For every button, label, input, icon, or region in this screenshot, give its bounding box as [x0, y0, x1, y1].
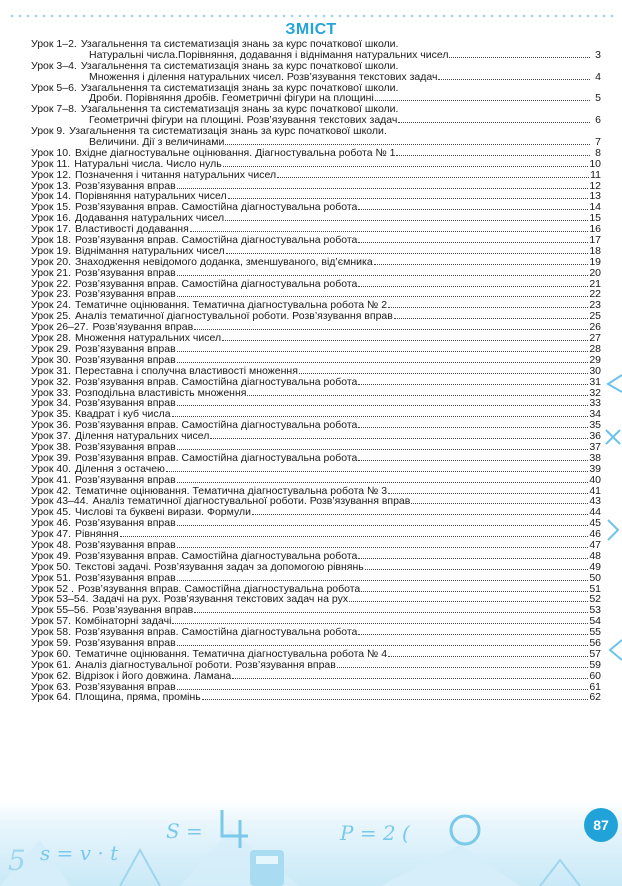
leader-dots [365, 562, 589, 570]
lesson-title: Числові та буквені вирази. Формули [75, 506, 251, 519]
page-ref: 11 [590, 168, 601, 181]
leader-dots [120, 529, 589, 537]
lesson-title: Дроби. Порівняння дробів. Геометричні фігури на площині [89, 92, 374, 105]
lesson-title: Відрізок і його довжина. Ламана [75, 669, 232, 682]
leader-dots [358, 377, 588, 385]
leader-dots [172, 616, 588, 624]
lesson-label: Урок 11. [31, 157, 71, 170]
page-ref: 3 [595, 48, 601, 61]
lesson-title: Аналіз тематичної діагностувальної роботи. Розв’язування вправ [92, 495, 411, 508]
leader-dots [190, 224, 589, 232]
lesson-label: Урок 63. [31, 680, 71, 693]
leader-dots [172, 409, 589, 417]
leader-dots [349, 594, 588, 602]
leader-dots [177, 573, 589, 581]
lesson-label: Урок 43–44. [31, 495, 89, 508]
toc-entry [31, 268, 601, 279]
leader-dots [223, 159, 589, 167]
lesson-label: Урок 23. [31, 288, 71, 301]
lesson-title: Порівняння натуральних чисел [75, 190, 227, 203]
page-ref: 6 [595, 114, 601, 127]
lesson-label: Урок 40. [31, 462, 71, 475]
lesson-label: Урок 16. [31, 212, 71, 225]
leader-dots [398, 115, 590, 123]
lesson-title: Віднімання натуральних чисел [75, 244, 225, 257]
lesson-title: Розв’язування вправ. Самостійна діагностувальна робота [75, 201, 358, 214]
page-ref: 48 [589, 549, 601, 562]
page-ref: 55 [589, 626, 601, 639]
lesson-label: Урок 1–2. [31, 38, 77, 50]
leader-dots [299, 366, 588, 374]
page-ref: 25 [589, 310, 601, 323]
leader-dots [177, 355, 589, 363]
lesson-label: Урок 41. [31, 473, 71, 486]
leader-dots [388, 649, 588, 657]
lesson-label: Урок 25. [31, 310, 71, 323]
lesson-label: Урок 18. [31, 234, 71, 247]
page-ref: 16 [589, 223, 601, 236]
leader-dots [358, 202, 588, 210]
lesson-title: Аналіз тематичної діагностувальної роботи. Розв’язування вправ [75, 310, 393, 323]
page-ref: 37 [589, 440, 601, 453]
leader-dots [374, 257, 589, 265]
lesson-label: Урок 37. [31, 430, 71, 443]
lesson-title: Розв’язування вправ [92, 604, 194, 617]
lesson-title: Натуральні числа. Число нуль [74, 157, 222, 170]
page-ref: 38 [589, 451, 601, 464]
leader-dots [177, 398, 589, 406]
leader-dots [277, 170, 589, 178]
lesson-title: Рівняння [75, 528, 119, 541]
lesson-title: Розв’язування вправ [75, 179, 176, 192]
leader-dots [411, 496, 588, 504]
lesson-label: Урок 61. [31, 658, 71, 671]
lesson-label: Урок 3–4. [31, 59, 77, 72]
lesson-title: Розв’язування вправ. Самостійна діагностувальна робота [77, 582, 361, 595]
lesson-label: Урок 29. [31, 342, 71, 355]
page-ref: 8 [595, 146, 601, 159]
lesson-title: Площина, пряма, промінь [75, 691, 201, 704]
lesson-title: Розв’язування вправ [75, 440, 176, 453]
lesson-label: Урок 58. [31, 626, 71, 639]
lesson-title: Розв’язування вправ [75, 636, 176, 649]
lesson-title: Додавання натуральних чисел [75, 212, 225, 225]
toc-entry [31, 692, 601, 703]
lesson-label: Урок 46. [31, 517, 71, 530]
lesson-label: Урок 7–8. [31, 103, 77, 116]
bottom-decoration [0, 800, 622, 886]
leader-dots [449, 50, 590, 58]
lesson-label: Урок 26–27. [31, 321, 89, 334]
lesson-label: Урок 59. [31, 636, 71, 649]
lesson-label: Урок 10. [31, 146, 71, 159]
leader-dots [177, 518, 589, 526]
leader-dots [177, 344, 589, 352]
lesson-title: Тематичне оцінювання. Тематична діагностувальна робота № 4 [75, 647, 388, 660]
lesson-title: Узагальнення та систематизація знань за курс початкової школи. [80, 59, 399, 72]
leader-dots [177, 181, 589, 189]
page-ref: 27 [589, 332, 601, 345]
page-ref: 36 [589, 430, 601, 443]
svg-text:5: 5 [8, 844, 26, 877]
page-ref: 32 [589, 386, 601, 399]
lesson-title: Аналіз діагностувальної роботи. Розв’язування вправ [75, 658, 336, 671]
page-title: ЗМІСТ [285, 21, 337, 38]
lesson-title: Узагальнення та систематизація знань за курс початкової школи. [80, 103, 399, 116]
lesson-label: Урок 51. [31, 571, 71, 584]
lesson-label: Урок 49. [31, 549, 71, 562]
page-ref: 50 [589, 571, 601, 584]
leader-dots [247, 388, 588, 396]
page-ref: 18 [589, 244, 601, 257]
page-ref: 15 [589, 212, 601, 225]
lesson-title: Натуральні числа.Порівняння, додавання і віднімання натуральних чисел [89, 48, 449, 61]
lesson-title: Розв’язування вправ. Самостійна діагностувальна робота [75, 549, 358, 562]
lesson-label: Урок 32. [31, 375, 71, 388]
page-ref: 39 [589, 462, 601, 475]
svg-text:P = 2 (: P = 2 ( [340, 821, 410, 845]
page-ref: 29 [589, 353, 601, 366]
leader-dots [252, 507, 588, 515]
lesson-label: Урок 12. [31, 168, 71, 181]
page-ref: 23 [589, 299, 601, 312]
leader-dots [194, 322, 588, 330]
table-of-contents [31, 39, 601, 703]
leader-dots [388, 300, 588, 308]
lesson-title: Комбінаторні задачі [75, 615, 172, 628]
lesson-label: Урок 20. [31, 255, 71, 268]
lesson-label: Урок 5–6. [31, 81, 77, 94]
lesson-title: Знаходження невідомого доданка, зменшуваного, від’ємника [75, 255, 373, 268]
lesson-title: Розв’язування вправ [75, 266, 176, 279]
lesson-label: Урок 15. [31, 201, 71, 214]
math-doodles [0, 800, 622, 886]
leader-dots [225, 213, 588, 221]
side-decoration [600, 370, 622, 690]
leader-dots [337, 660, 588, 668]
page-ref: 57 [589, 647, 601, 660]
svg-text:S =: S = [166, 819, 203, 843]
leader-dots [358, 627, 588, 635]
lesson-label: Урок 39. [31, 451, 71, 464]
lesson-label: Урок 31. [31, 364, 71, 377]
lesson-label: Урок 64. [31, 691, 71, 704]
lesson-label: Урок 28. [31, 332, 71, 345]
lesson-title: Позначення і читання натуральних чисел [75, 168, 277, 181]
leader-dots [394, 311, 588, 319]
toc-entry [31, 366, 601, 377]
lesson-title: Розподільна властивість множення [75, 386, 247, 399]
page-ref: 34 [589, 408, 601, 421]
svg-text:s = v · t: s = v · t [40, 841, 119, 865]
leader-dots [358, 279, 588, 287]
leader-dots [226, 246, 589, 254]
lesson-title: Текстові задачі. Розв’язування задач за допомогою рівнянь [75, 560, 364, 573]
toc-entry [31, 72, 601, 83]
page-ref: 41 [589, 484, 601, 497]
lesson-title: Розв’язування вправ [75, 353, 176, 366]
lesson-title: Узагальнення та систематизація знань за курс початкової школи. [80, 38, 399, 50]
toc-entry [31, 464, 601, 475]
lesson-label: Урок 60. [31, 647, 71, 660]
lesson-title: Тематичне оцінювання. Тематична діагностувальна робота № 2 [75, 299, 388, 312]
page-ref: 31 [589, 375, 601, 388]
page-ref: 54 [589, 615, 601, 628]
lesson-label: Урок 47. [31, 528, 71, 541]
lesson-title: Тематичне оцінювання. Тематична діагностувальна робота № 3 [75, 484, 388, 497]
leader-dots [232, 671, 588, 679]
page-ref: 35 [589, 419, 601, 432]
lesson-title: Розв’язування вправ [75, 571, 176, 584]
lesson-title: Розв’язування вправ [75, 538, 176, 551]
page-ref: 46 [589, 528, 601, 541]
leader-dots [177, 289, 589, 297]
leader-dots [358, 551, 588, 559]
leader-dots [225, 137, 590, 145]
page-ref: 53 [589, 604, 601, 617]
lesson-title: Геометричні фігури на площині. Розв’язування текстових задач [89, 114, 398, 127]
lesson-label: Урок 13. [31, 179, 71, 192]
toc-entry [31, 475, 601, 486]
lesson-label: Урок 21. [31, 266, 71, 279]
lesson-label: Урок 50. [31, 560, 71, 573]
page-ref: 60 [589, 669, 601, 682]
leader-dots [177, 540, 589, 548]
leader-dots [358, 235, 588, 243]
page-ref: 52 [589, 593, 601, 606]
toc-entry [31, 671, 601, 682]
lesson-label: Урок 9. [31, 125, 66, 138]
page-ref: 33 [589, 397, 601, 410]
leader-dots [210, 431, 588, 439]
lesson-title: Ділення з остачею [75, 462, 165, 475]
page-ref: 56 [589, 636, 601, 649]
lesson-label: Урок 38. [31, 440, 71, 453]
lesson-title: Розв’язування вправ. Самостійна діагностувальна робота [75, 234, 358, 247]
leader-dots [177, 638, 589, 646]
page-ref: 20 [589, 266, 601, 279]
page-ref: 14 [589, 201, 601, 214]
leader-dots [438, 72, 590, 80]
lesson-title: Множення і ділення натуральних чисел. Розв’язування текстових задач [89, 70, 438, 83]
lesson-label: Урок 42. [31, 484, 71, 497]
leader-dots [194, 605, 588, 613]
page-ref: 43 [589, 495, 601, 508]
lesson-title: Розв’язування вправ [75, 517, 176, 530]
lesson-title: Розв’язування вправ. Самостійна діагностувальна робота [75, 451, 358, 464]
lesson-title: Розв’язування вправ. Самостійна діагностувальна робота [75, 375, 358, 388]
lesson-title: Величини. Дії з величинами [89, 136, 225, 149]
page-ref: 12 [589, 179, 601, 192]
top-dotted-border [8, 14, 614, 18]
lesson-title: Властивості додавання [75, 223, 189, 236]
lesson-title: Ділення натуральних чисел [75, 430, 210, 443]
page-ref: 21 [589, 277, 601, 290]
page-ref: 47 [589, 538, 601, 551]
page-ref: 44 [589, 506, 601, 519]
page-ref: 30 [589, 364, 601, 377]
leader-dots [166, 464, 588, 472]
page-ref: 51 [589, 582, 601, 595]
page-ref: 61 [589, 680, 601, 693]
toc-entry [31, 562, 601, 573]
lesson-title: Розв’язування вправ [75, 397, 176, 410]
lesson-title: Розв’язування вправ [75, 342, 176, 355]
page-ref: 45 [589, 517, 601, 530]
page-number-badge: 87 [584, 808, 618, 842]
page-ref: 5 [595, 92, 601, 105]
lesson-label: Урок 34. [31, 397, 71, 410]
lesson-label: Урок 48. [31, 538, 71, 551]
page-ref: 19 [589, 255, 601, 268]
leader-dots [177, 475, 589, 483]
lesson-label: Урок 30. [31, 353, 71, 366]
page-ref: 17 [589, 234, 601, 247]
lesson-label: Урок 52 . [31, 582, 74, 595]
page-ref: 49 [589, 560, 601, 573]
leader-dots [361, 584, 588, 592]
lesson-title: Переставна і сполучна властивості множення [75, 364, 298, 377]
page-ref: 13 [589, 190, 601, 203]
leader-dots [228, 191, 589, 199]
page-ref: 4 [595, 70, 601, 83]
lesson-label: Урок 24. [31, 299, 71, 312]
page-ref: 28 [589, 342, 601, 355]
lesson-label: Урок 14. [31, 190, 71, 203]
leader-dots [396, 148, 590, 156]
page-ref: 10 [589, 157, 601, 170]
lesson-label: Урок 55–56. [31, 604, 89, 617]
page-ref: 22 [589, 288, 601, 301]
lesson-title: Розв’язування вправ. Самостійна діагностувальна робота [75, 626, 358, 639]
lesson-label: Урок 33. [31, 386, 71, 399]
lesson-title: Множення натуральних чисел [75, 332, 222, 345]
lesson-label: Урок 45. [31, 506, 71, 519]
leader-dots [177, 268, 589, 276]
leader-dots [177, 442, 589, 450]
lesson-label: Урок 53–54. [31, 593, 89, 606]
page-ref: 40 [589, 473, 601, 486]
lesson-label: Урок 57. [31, 615, 71, 628]
page-ref: 7 [595, 136, 601, 149]
leader-dots [222, 333, 588, 341]
lesson-label: Урок 35. [31, 408, 71, 421]
toc-entry [31, 170, 601, 181]
lesson-label: Урок 36. [31, 419, 71, 432]
page-ref: 59 [589, 658, 601, 671]
page-ref: 62 [589, 691, 601, 704]
lesson-label: Урок 19. [31, 244, 71, 257]
leader-dots [202, 692, 589, 700]
leader-dots [358, 453, 588, 461]
leader-dots [358, 420, 588, 428]
leader-dots [388, 486, 588, 494]
lesson-label: Урок 62. [31, 669, 71, 682]
lesson-title: Задачі на рух. Розв’язування текстових задач на рух [92, 593, 349, 606]
toc-entry [31, 573, 601, 584]
lesson-title: Розв’язування вправ [92, 321, 194, 334]
lesson-title: Узагальнення та систематизація знань за курс початкової школи. [69, 125, 387, 138]
lesson-title: Розв’язування вправ [75, 288, 176, 301]
toc-entry [31, 377, 601, 388]
lesson-label: Урок 22. [31, 277, 71, 290]
lesson-title: Розв’язування вправ. Самостійна діагностувальна робота [75, 277, 358, 290]
lesson-title: Узагальнення та систематизація знань за курс початкової школи. [80, 81, 399, 94]
lesson-title: Розв’язування вправ [75, 680, 176, 693]
leader-dots [177, 682, 589, 690]
lesson-title: Розв’язування вправ [75, 473, 176, 486]
lesson-title: Вхідне діагностувальне оцінювання. Діагностувальна робота № 1 [75, 146, 396, 159]
lesson-label: Урок 17. [31, 223, 71, 236]
lesson-title: Квадрат і куб числа [75, 408, 171, 421]
lesson-title: Розв’язування вправ. Самостійна діагностувальна робота [75, 419, 358, 432]
page-ref: 26 [589, 321, 601, 334]
leader-dots [375, 93, 590, 101]
